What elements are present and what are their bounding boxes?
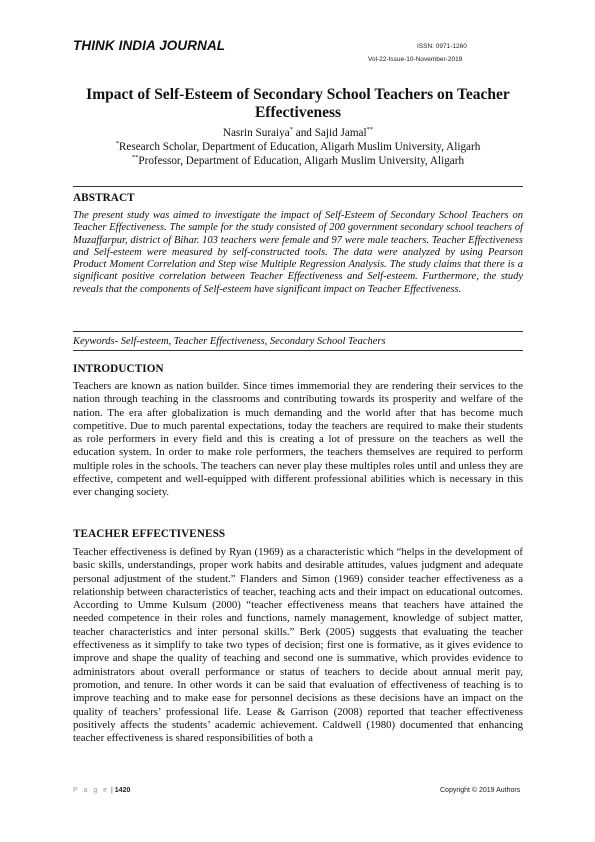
affiliation-2 [73,154,523,168]
introduction-text: Teachers are known as nation builder. Since times immemorial they are rendering their services to the nation through teaching in the classrooms and contributing towards its prosperity and welfare of the nation. The era after globalization is much demanding and the world after that has become much competitive. Due to much parental expectations, today the teachers are required to make their students as role performers in every field and this is creating a lot of pressure on the teachers as well the education system. In order to make role performers, the teachers themselves are required to perform multiple roles in the schools. The teachers can never play these multiples roles until and unless they are effective, competent and well-equipped with different professional abilities which is necessary in this ever changing society. [73,380,523,499]
affiliation-2-mark: ** [131,154,139,161]
author-line [73,126,523,140]
author-joiner: and [292,127,315,139]
page-footer [73,787,130,794]
affiliation-1-mark: * [115,140,119,147]
keywords-line: Keywords- Self-esteem, Teacher Effectiveness, Secondary School Teachers [73,336,386,347]
affiliation-1 [73,140,523,154]
introduction-heading: INTRODUCTION [73,363,164,375]
abstract-heading: ABSTRACT [73,192,135,204]
journal-name: THINK INDIA JOURNAL [73,38,226,53]
teacher-effectiveness-text: Teacher effectiveness is defined by Ryan (1969) as a characteristic which “helps in the development of basic skills, understandings, proper work habits and desirable attitudes, values judgment and adequate personal adjustment of the student.” Flanders and Simon (1969) consider teacher effectiveness as a relationship between characteristics of teacher, teaching acts and their impact on educational outcomes. According to Umme Kulsum (2000) “teacher effectiveness means that teachers have attained the needed competence in their roles and functions, namely management, knowledge of subject matter, teacher characteristics and inter personal skills.” Berk (2005) suggests that evaluating the teacher effectiveness as it simplify to take two types of decision; first one is formative, as it gives evidence to improve and shape the quality of teaching and second one is summative, which provides evidence to administrators about overall performance or status of teachers to decide about annual merit pay, promotion, and tenure. In other words it can be said that evaluation of effectiveness of teaching is to improve teaching and to make ease for personnel decisions as these decisions have an impact on the quality of teachers’ professional life. Lease & Garrison (2008) reported that teacher effectiveness positively affects the students’ academic achievement. Caldwell (1980) documented that enhancing teacher effectiveness is shared responsibilities of both a [73,546,523,745]
copyright-notice: Copyright © 2019 Authors [440,787,521,794]
divider-top [73,186,523,187]
page-separator: | [109,787,115,794]
author-2-mark: ** [366,126,374,133]
page-label: P a g e [73,787,110,794]
author-1-mark: * [289,126,293,133]
divider-abstract [73,331,523,332]
volume-issue-label: Vol-22-Issue-10-November-2019 [368,56,463,63]
article-title: Impact of Self-Esteem of Secondary School Teachers on Teacher Effectiveness [86,86,510,121]
issn-label: ISSN: 0971-1260 [417,43,467,50]
author-block [73,126,523,168]
affiliation-1-text: Research Scholar, Department of Education, Aligarh Muslim University, Aligarh [118,141,481,153]
affiliation-2-text: Professor, Department of Education, Aligarh Muslim University, Aligarh [138,155,465,167]
page-number: 1420 [114,787,131,794]
abstract-text: The present study was aimed to investigate the impact of Self-Esteem of Secondary School Teachers on Teacher Effectiveness. The sample for the study consisted of 200 government secondary school teachers of Muzaffarpur, district of Bihar. 103 teachers were female and 97 were male teachers. Teacher Effectiveness and Self-esteem were measured by self-constructed tools. The data were analyzed by using Pearson Product Moment Correlation and Step wise Multiple Regression Analysis. The study claims that there is a significant positive correlation between Teacher Effectiveness and Self-esteem. Furthermore, the study reveals that the components of Self-esteem have significant impact on Teacher Effectiveness. [73,210,523,295]
divider-keywords [73,350,523,351]
author-2: Sajid Jamal [314,127,367,139]
author-1: Nasrin Suraiya [222,127,290,139]
teacher-effectiveness-heading: TEACHER EFFECTIVENESS [73,528,226,540]
